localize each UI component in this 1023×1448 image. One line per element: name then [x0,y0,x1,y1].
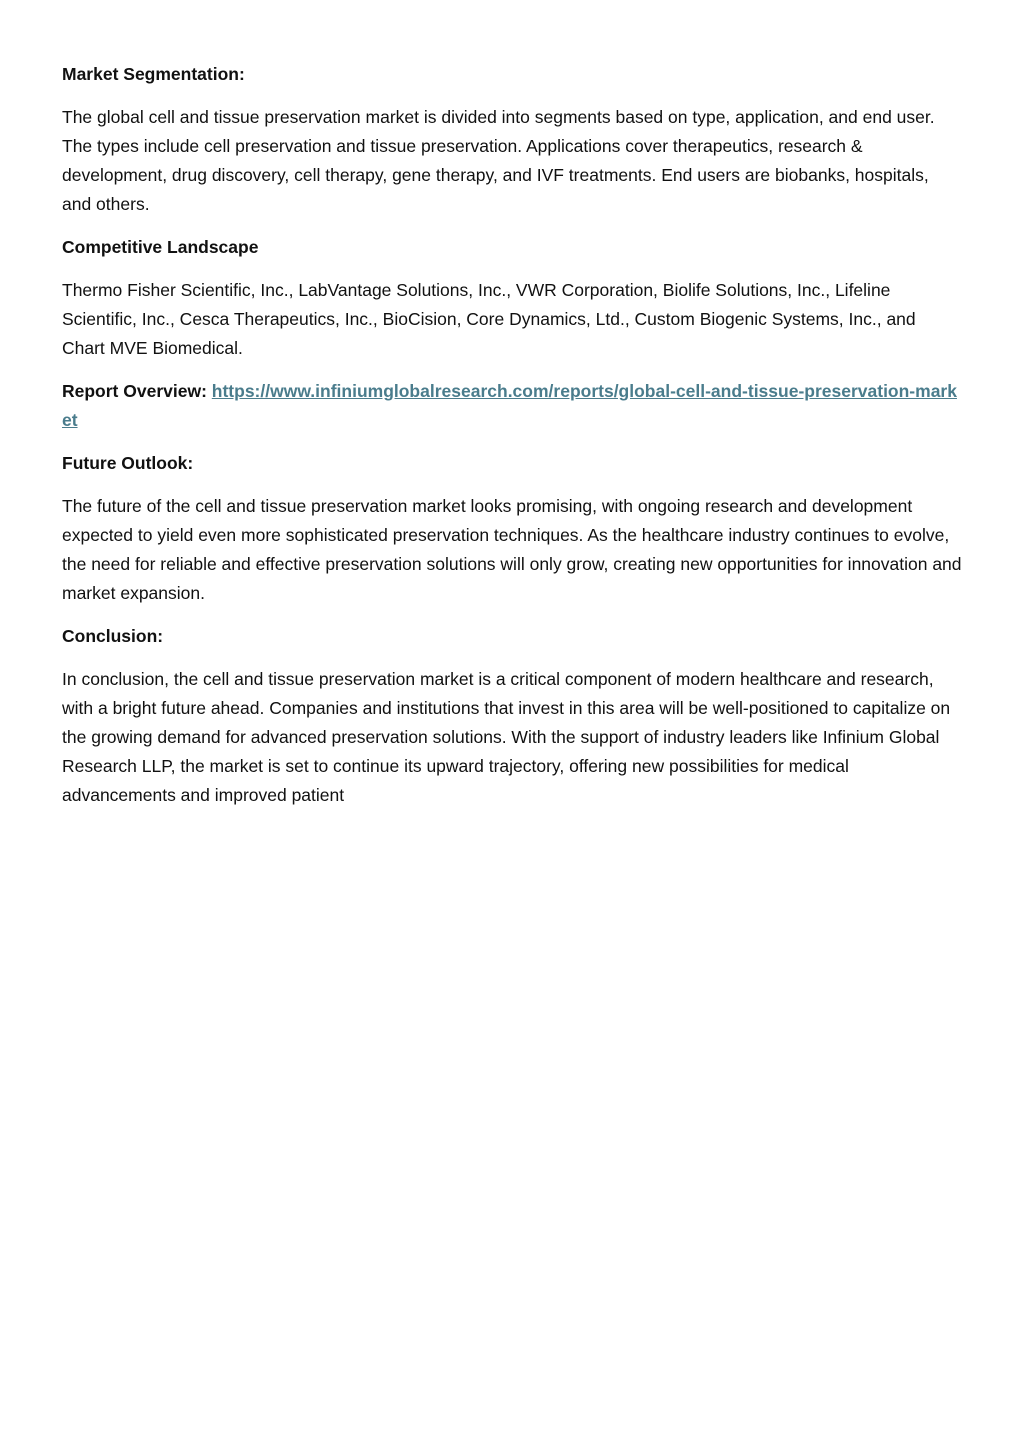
segmentation-paragraph: The global cell and tissue preservation market is divided into segments based on type, application, and end user. The types include cell preservation and tissue preservation. Applications cover therapeutics, research & development, drug discovery, cell therapy, gene therapy, and IVF treatments. End users are biobanks, hospitals, and others. [62,107,935,214]
report-overview-line [62,377,962,435]
outlook-heading: Future Outlook: [62,453,194,473]
outlook-paragraph: The future of the cell and tissue preservation market looks promising, with ongoing research and development expected to yield even more sophisticated preservation techniques. As the healthcare industry continues to evolve, the need for reliable and effective preservation solutions will only grow, creating new opportunities for innovation and market expansion. [62,496,962,603]
document-page [62,60,962,824]
report-overview-link[interactable]: https://www.infiniumglobalresearch.com/reports/global-cell-and-tissue-preservation-market [62,381,957,430]
report-overview-label: Report Overview: [62,381,207,401]
competitive-heading: Competitive Landscape [62,237,259,257]
conclusion-paragraph: In conclusion, the cell and tissue preservation market is a critical component of modern healthcare and research, with a bright future ahead. Companies and institutions that invest in this area will be well-positioned to capitalize on the growing demand for advanced preservation solutions. With the support of industry leaders like Infinium Global Research LLP, the market is set to continue its upward trajectory, offering new possibilities for medical advancements and improved patient [62,669,951,805]
conclusion-heading: Conclusion: [62,626,164,646]
segmentation-heading: Market Segmentation: [62,64,245,84]
competitive-paragraph: Thermo Fisher Scientific, Inc., LabVantage Solutions, Inc., VWR Corporation, Biolife Solutions, Inc., Lifeline Scientific, Inc., Cesca Therapeutics, Inc., BioCision, Core Dynamics, Ltd., Custom Biogenic Systems, Inc., and Chart MVE Biomedical. [62,280,916,358]
